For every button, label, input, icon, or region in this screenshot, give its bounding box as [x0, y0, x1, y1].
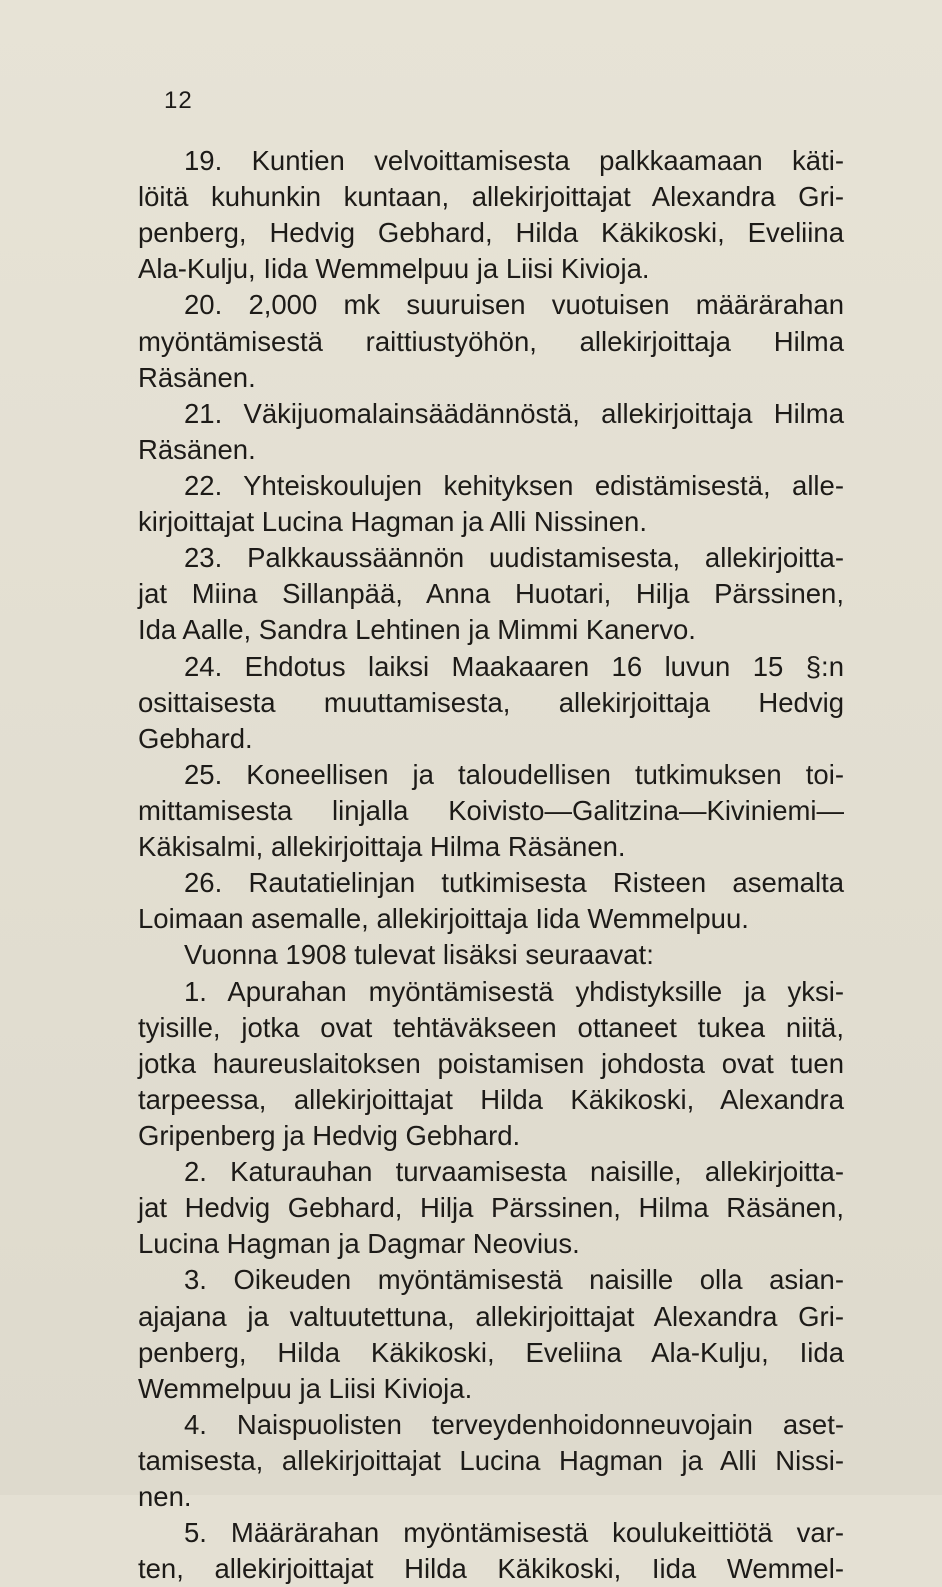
text-line: Räsänen. [138, 361, 256, 393]
text-line: löitä kuhunkin kuntaan, allekirjoittajat Alexandra Gri- [138, 181, 844, 213]
text-line: 5. Määrärahan myöntämisestä koulukeittiötä var- [184, 1517, 844, 1549]
text-line: 3. Oikeuden myöntämisestä naisille olla asian- [184, 1264, 844, 1296]
text-line: penberg, Hilda Käkikoski, Eveliina Ala-Kulju, Iida [138, 1336, 844, 1368]
text-line: 21. Väkijuomalainsäädännöstä, allekirjoittaja Hilma [184, 397, 844, 429]
body-text [138, 143, 844, 1587]
text-line: Lucina Hagman ja Dagmar Neovius. [138, 1228, 580, 1260]
text-line: tamisesta, allekirjoittajat Lucina Hagman ja Alli Nissi- [138, 1444, 844, 1476]
text-line: Gripenberg ja Hedvig Gebhard. [138, 1119, 521, 1151]
text-line: jat Miina Sillanpää, Anna Huotari, Hilja Pärssinen, [138, 578, 844, 610]
text-line: osittaisesta muuttamisesta, allekirjoittaja Hedvig [138, 686, 844, 718]
text-line: 2. Katurauhan turvaamisesta naisille, allekirjoitta- [184, 1156, 844, 1188]
text-line: Räsänen. [138, 433, 256, 465]
text-line: penberg, Hedvig Gebhard, Hilda Käkikoski, Eveliina [138, 217, 844, 249]
text-line: Käkisalmi, allekirjoittaja Hilma Räsänen. [138, 831, 626, 863]
text-line: jotka haureuslaitoksen poistamisen johdosta ovat tuen [138, 1047, 844, 1079]
text-line: jat Hedvig Gebhard, Hilja Pärssinen, Hilma Räsänen, [138, 1192, 844, 1224]
text-line: mittamisesta linjalla Koivisto—Galitzina—Kiviniemi— [138, 794, 844, 826]
page-number: 12 [164, 87, 193, 114]
text-line: 24. Ehdotus laiksi Maakaaren 16 luvun 15 §:n [184, 650, 844, 682]
text-line: 25. Koneellisen ja taloudellisen tutkimuksen toi- [184, 758, 844, 790]
text-line: 1. Apurahan myöntämisestä yhdistyksille ja yksi- [184, 975, 844, 1007]
text-line: Gebhard. [138, 722, 253, 754]
text-line: Ala-Kulju, Iida Wemmelpuu ja Liisi Kivioja. [138, 253, 650, 285]
text-line: nen. [138, 1481, 192, 1513]
text-line: 26. Rautatielinjan tutkimisesta Risteen asemalta [184, 867, 844, 899]
text-line: Loimaan asemalle, allekirjoittaja Iida Wemmelpuu. [138, 903, 749, 935]
text-line: tarpeessa, allekirjoittajat Hilda Käkikoski, Alexandra [138, 1083, 844, 1115]
text-line: 23. Palkkaussäännön uudistamisesta, allekirjoitta- [184, 542, 844, 574]
text-line: 22. Yhteiskoulujen kehityksen edistämisestä, alle- [184, 469, 844, 501]
text-line: 19. Kuntien velvoittamisesta palkkaamaan käti- [184, 145, 844, 176]
text-line: Vuonna 1908 tulevat lisäksi seuraavat: [184, 939, 654, 971]
text-line: Ida Aalle, Sandra Lehtinen ja Mimmi Kanervo. [138, 614, 696, 646]
text-line: 4. Naispuolisten terveydenhoidonneuvojain aset- [184, 1408, 844, 1440]
text-line: tyisille, jotka ovat tehtäväkseen ottaneet tukea niitä, [138, 1011, 844, 1043]
text-line: 20. 2,000 mk suuruisen vuotuisen määrärahan [184, 289, 844, 321]
text-line: kirjoittajat Lucina Hagman ja Alli Nissinen. [138, 506, 647, 538]
text-line: myöntämisestä raittiustyöhön, allekirjoittaja Hilma [138, 325, 844, 357]
text-line: ajajana ja valtuutettuna, allekirjoittajat Alexandra Gri- [138, 1300, 844, 1332]
text-line: ten, allekirjoittajat Hilda Käkikoski, Iida Wemmel- [138, 1553, 844, 1585]
text-line: Wemmelpuu ja Liisi Kivioja. [138, 1372, 473, 1404]
